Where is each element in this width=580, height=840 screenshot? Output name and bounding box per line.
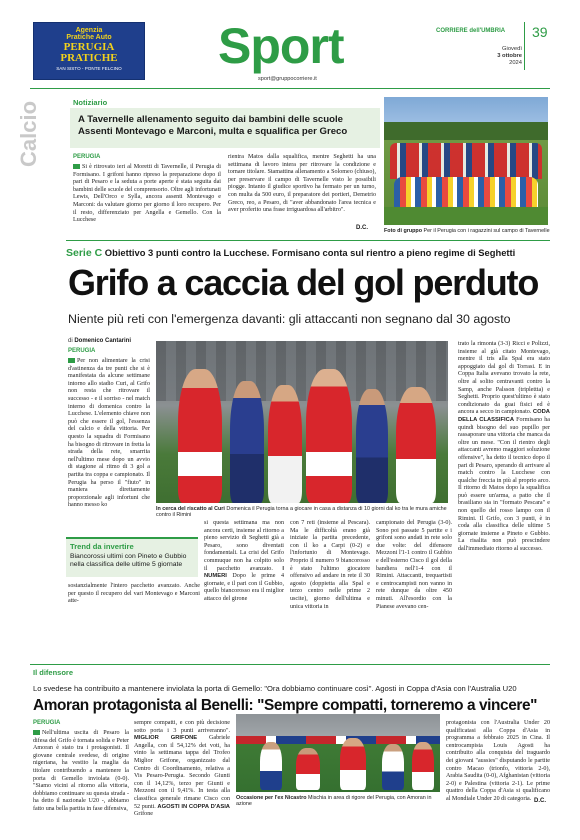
difensore-kicker: Lo svedese ha contribuito a mantenere inviolata la porta di Gemello: "Ora dobbiamo continuare così". Agosti in Coppa d'Asia con l'Australia U20 (33, 684, 517, 693)
bullet-square (73, 164, 80, 169)
trend-box (66, 537, 198, 577)
photo-grass (384, 207, 548, 225)
page-number: 39 (532, 24, 548, 40)
ad-line1: Agenzia (75, 27, 103, 34)
difensore-tag: Il difensore (33, 668, 74, 677)
difensore-signature: D.C. (534, 798, 546, 804)
date-block (478, 46, 522, 67)
notiziario-signature: D.C. (356, 225, 368, 231)
difensore-rule (30, 664, 550, 665)
date-date: 3 ottobre (497, 53, 522, 59)
trend-title: Trend da invertire (70, 542, 134, 551)
photo-group-back (390, 143, 542, 179)
player-6 (396, 387, 436, 503)
main-photo (156, 341, 448, 503)
player-e (412, 742, 434, 790)
difensore-col2: sempre compatti, e con più decisione sotto porta i 3 punti arriveranno". MIGLIOR GRIFONE Gabriele Angella, con il 54,12% dei voti, ha vinto la settimana tappa del Trofeo Miglior Grifone, organizzato dal Centro di Coordinamento, relativa a Vis Pesaro-Perugia. Secondo Giunti con il 14,12%, terzo per Giunti e Mezzoni con il 9,41%. In testa alla classifica generale rimane Cisco con 52 punti. AGOSTI IN COPPA D'ASIA Grifone (134, 720, 230, 818)
difensore-photo (236, 714, 440, 792)
player-2 (230, 381, 264, 503)
player-3 (268, 385, 302, 503)
side-label: Calcio (16, 100, 41, 168)
player-5 (356, 389, 388, 503)
paper-name: CORRIERE dell'UMBRIA (436, 28, 506, 34)
main-col4: campionato del Perugia (3-0). Sono poi passate 5 partite e i grifoni sono andati in rete solo due volte: del difensore Mezzoni l'1-1 contro il Gubbio e dell'esterno Cisco il gol della bandiera nell'1-4 con il Rimini. Attaccanti, trequartisti e centrocampisti non vanno in rete dunque da oltre 450 minuti. All'esordio con la Pianese avevano cen- (376, 520, 452, 610)
player-d (382, 744, 404, 790)
bullet-square (33, 730, 40, 735)
main-byline: di Domenico Cantarini (68, 338, 132, 344)
bullet-square (68, 358, 75, 363)
main-caption: In cerca del riscatto al Curi Domenica il Perugia torna a giocare in casa a distanza di 10 giorni dal ko tra le mura amiche contro il Rimini (156, 506, 447, 519)
main-col5: trato la rimonta (3-3) Ricci e Polizzi, insieme al già citato Montevago, mentre il tris alla Spal era stato appoggiato dal gol di Torrasi. E in Coppa Italia avevano trovato la rete, oltre al solito centravanti contro la Samp, anche Palsson (triplettta) e Seghetti. Proprio quest'ultimo è stato condizionato da guai fisici ed è ancora a secco in campionato. CODA DELLA CLASSIFICA Formisano ha quindi bisogno del suo pupillo per rassaporare una vittoria che manca da oltre un mese. "Con il rientro degli attaccanti avremo maggiori soluzione offensive", ha detto il tecnico dopo il pari di Pesaro, sperando di arrivare al match contro la Lucchese con qualche freccia in più al proprio arco. Il ritorno di Matos dopo la squalifica può essere un'arma, a patto che il brasiliano sia in "formato Pescara" e non quello del rosso lampo con il Rimini. Il Grifo, con 3 punti, è in coda alla classifica delle ultime 5 giornate insieme a Pineto e Gubbio. La risalita non può prescindere dall'immediato ritorno al successo. (458, 341, 551, 553)
ad-box[interactable] (33, 22, 145, 80)
main-col1: Per non alimentare la crisi d'astinenza da tre punti che si è manifestata da alcune settimane intorno allo stadio Curi, al Grifo non resta che ritrovare il successo - e il sorriso - nel match interno di domenica contro la Lucchese. L'elemento chiave non può che essere il gol, l'essenza del calcio e della vittoria. Per questo la squadra di Formisano ha bisogno di ritrovare in fretta la strada della rete, smarrita nell'ultimo mese dopo un avvio di stagione al ritmo di 3 gol a partita tra coppa e campionato. Il Perugia ha perso il "fiuto" in maniera direttamente proporzionale agli infortuni che hanno messo ko (68, 358, 150, 509)
main-subheadline: Niente più reti con l'emergenza davanti: gli attaccanti non segnano dal 30 agosto (68, 312, 511, 326)
difensore-location: PERUGIA (33, 720, 61, 726)
main-col3: con 7 reti (insieme al Pescara). Ma le difficoltà erano già iniziate la partita precedente, con il ko a Carpi (0-2) e l'infortunio di Montevago. Proprio il numero 9 biancorosso è stato l'ultimo giocatore offensivo ad andare in rete il 30 agosto (doppietta alla Spal e terzo centro nelle prime 2 uscite), giorno dell'ultima e unica vittoria in (290, 520, 370, 610)
photo-group-front (394, 177, 538, 207)
notiziario-photo (384, 97, 548, 225)
ad-line4: PRATICHE (60, 52, 118, 64)
player-4 (306, 369, 352, 503)
ad-line5: SAN SISTO - PONTE FELCINO (56, 66, 122, 71)
notiziario-title-line1: A Tavernelle allenamento seguito dai bambini delle scuole (78, 114, 343, 125)
section-email[interactable]: sport@gruppocorriere.it (258, 76, 317, 82)
ad-line3: PERUGIA (63, 41, 115, 53)
main-kicker (66, 247, 550, 259)
main-kicker-text: Obiettivo 3 punti contro la Lucchese. Formisano conta sul rientro a pieno regime di Seghetti (104, 247, 516, 258)
notiziario-title (78, 114, 378, 138)
notiziario-title-line2: Assenti Montevago e Marconi, multa e squalifica per Greco (78, 126, 348, 137)
notiziario-col1: Si è ritrovato ieri al Moretti di Tavernelle, il Perugia di Formisano. I grifoni hanno ripreso la preparazione dopo il pari di Pesaro e la seduta a porte aperte è stata seguita dai bambini delle scuole del comprensorio. Oltre agli infortunati Lewis, Dell'Orco e Sylla, ancora assenti Montevago e Marconi: da valutare giorno per giorno il loro recupero. Per il resto, differenziato per Angella e Gemello. Con la Lucchese (73, 164, 221, 224)
main-location: PERUGIA (68, 348, 96, 354)
date-year: 2024 (509, 60, 522, 66)
difensore-caption: Occasione per l'ex Nicastro Mischia in area di rigore del Perugia, con Amoran in azione (236, 795, 432, 808)
section-title: Sport (218, 18, 344, 74)
player-1 (178, 369, 222, 503)
ad-line2: Pratiche Auto (66, 34, 112, 41)
main-col2: si questa settimana ma non ancora certi, insieme al ritorno a pieno servizio di Seghetti già a Pesaro, sono diventati fondamentali. La crisi del Grifo commuque non ha colpito solo il pacchetto avanzato. I NUMERI Dopo le prime 4 giornate, e il pari con il Gubbio, quello biancorosso era il miglior attacco del girone (204, 520, 284, 602)
header-divider (524, 22, 525, 70)
player-b (296, 748, 320, 790)
player-c (340, 738, 366, 790)
difensore-col3: protagonista con l'Australia Under 20 qualificatasi alla Coppa d'Asia in programma a febbraio 2025 in Cina. Il centrocampista Louis Agosti ha contribuito alla conquista del traguardo dei giovani "aussies" disputando le partite contro Macao (trionfo, vittoria 2-0), Arabia Saudita (0-0), Afghanistan (vittoria 2-0) e Palestina (vittoria 2-1). Le prime quattro della Coppa d'Asia si qualificano al Mondiale Under 20 di categoria. (446, 720, 550, 802)
notiziario-rule (66, 240, 550, 241)
header-rule (30, 88, 550, 89)
difensore-headline: Amoran protagonista al Benelli: "Sempre compatti, torneremo a vincere" (33, 697, 538, 714)
main-kicker-bold: Serie C (66, 247, 103, 259)
notiziario-location: PERUGIA (73, 154, 101, 160)
main-headline: Grifo a caccia del gol perduto (68, 262, 539, 303)
main-col1b: sostanzialmente l'intero pacchetto avanzato. Anche per questo il recupero del vari Montevago e Marconi atte- (68, 583, 200, 605)
notiziario-caption: Foto di gruppo Per il Perugia con i ragazzini sul campo di Tavernelle (384, 228, 550, 234)
photo-trees (384, 122, 548, 140)
difensore-col1: Nell'ultima uscita di Pesaro la difesa del Grifo è tornata solida e Peter Amoran è stato tra i protagonisti. Il giovane centrale svedese, di origine nigeriana, ha vestito la maglia da titolare contribuendo a mantenere la porta di Gemello inviolata (0-0). "Siamo vicini al ritorno alla vittoria, dobbiamo continuare su questa strada - ha detto il nazionale U20 -, abbiamo fatto una bella partita in fase difensiva, (33, 730, 129, 812)
date-day: Giovedì (502, 46, 522, 52)
player-a (260, 742, 282, 790)
trend-text: Biancorossi ultimi con Pineto e Gubbio nella classifica delle ultime 5 giornate (70, 553, 187, 569)
notiziario-col2: rientra Matos dalla squalifica, mentre Seghetti ha una settimana di lavoro intera per ritrovare la condizione e tornare titolare. Stamattina allenamento a Solomeo (chiuso), per preservare il campo di Tavernelle visto le possibili piogge. Intanto il giudice sportivo ha fermato per un turno, con multa da 500 euro, il preparatore dei portieri, Demetrio Greco, reo, a Pesaro, di "aver abbandonato l'area tecnica e aver proferito una frase irriguardosa all'arbitro". (228, 154, 376, 214)
notiziario-tag: Notiziario (73, 98, 108, 107)
